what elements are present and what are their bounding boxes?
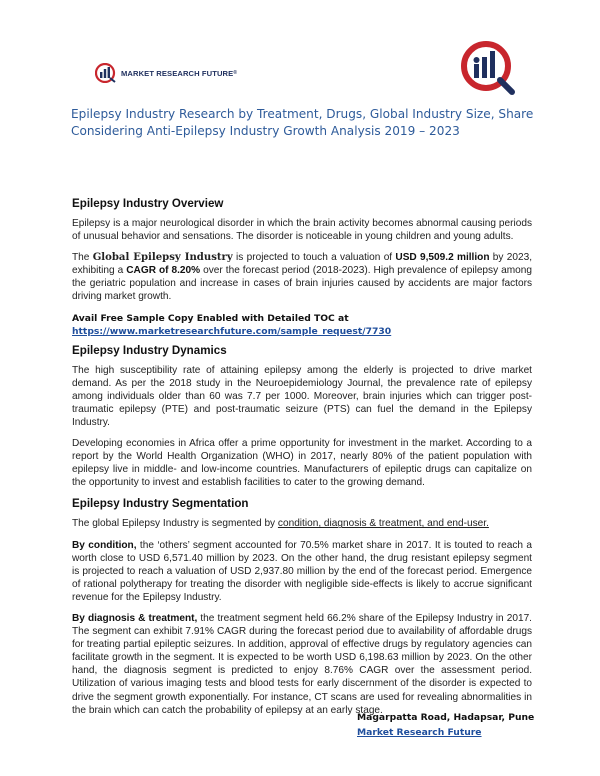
logo-registered-mark: ® <box>233 70 238 76</box>
document-body <box>72 197 535 725</box>
overview-paragraph-2 <box>72 251 532 303</box>
sample-copy-label: Avail Free Sample Copy Enabled with Detailed TOC at <box>72 312 349 324</box>
document-title: Epilepsy Industry Research by Treatment, Drugs, Global Industry Size, Share Considering Anti-Epilepsy Industry Growth Analysis 2019 – 2023 <box>71 107 534 138</box>
overview-heading: Epilepsy Industry Overview <box>72 197 224 210</box>
overview-paragraph-1: Epilepsy is a major neurological disorder in which the brain activity becomes abnormal causing periods of unusual behavior and sensations. The disorder is noticeable in young children and young adults. <box>72 218 532 243</box>
sample-request-link[interactable]: https://www.marketresearchfuture.com/sample_request/7730 <box>72 325 392 337</box>
text-run: The global Epilepsy Industry is segmented by <box>72 518 278 530</box>
text-run: by 2023, exhibiting a <box>72 252 532 277</box>
emphasis-cagr: CAGR of 8.20% <box>126 265 201 277</box>
emphasis-by-condition: By condition, <box>72 539 137 551</box>
logo-text: MARKET RESEARCH FUTURE <box>121 68 234 78</box>
footer-address: Magarpatta Road, Hadapsar, Pune <box>357 712 535 723</box>
footer-contact <box>357 710 534 740</box>
dynamics-paragraph-2: Developing economies in Africa offer a prime opportunity for investment in the market. According to a report by the World Health Organization (WHO) in 2017, nearly 80% of the patient population with epilepsy live in middle- and low-income countries. Manufacturers of epileptic drugs can capitalize on the opportunity to invest and establish facilities to cater to the growing demand. <box>72 438 532 489</box>
logo-globe-icon <box>95 63 117 83</box>
company-logo <box>95 63 237 83</box>
segmentation-paragraph-2 <box>72 539 532 604</box>
brand-emblem-icon <box>460 40 518 98</box>
segmentation-heading: Epilepsy Industry Segmentation <box>72 497 249 511</box>
text-run: over the forecast period (2018-2023). High prevalence of epilepsy among the geriatric population and increase in cases of brain injuries caused by accidents are major factors driving market growth. <box>72 265 532 303</box>
text-run: The <box>72 252 93 264</box>
text-run: is projected to touch a valuation of <box>232 252 396 264</box>
emphasis-valuation: USD 9,509.2 million <box>395 252 490 264</box>
emphasis-by-diagnosis: By diagnosis & treatment, <box>72 612 198 624</box>
segment-list: condition, diagnosis & treatment, and end-user. <box>277 518 489 530</box>
segmentation-paragraph-3 <box>72 612 532 717</box>
dynamics-paragraph-1: The high susceptibility rate of attaining epilepsy among the elderly is projected to drive market demand. As per the 2018 study in the Neuroepidemiology Journal, the prevalence rate of epilepsy among individuals older than 60 was 7.7 per 1000. Moreover, brain injuries which can trigger post-traumatic epilepsy (PTE) and post-traumatic seizure (PTS) can fuel the demand in the Epilepsy Industry. <box>72 364 532 428</box>
text-run: the treatment segment held 66.2% share of the Epilepsy Industry in 2017. The segment can exhibit 7.91% CAGR during the forecast period due to availability of affordable drugs for treating partial epileptic seizures. In addition, approval of effective drugs by regulatory agencies can facilitate growth in the segment. It is expected to be worth USD 6,198.63 million by 2023. On the other hand, the diagnosis segment is predicted to enjoy 8.76% CAGR over the assessment period. Utilization of various imaging tests and blood tests for early discernment of the disorder is expected to drive the segment growth exponentially. For instance, CT scans are used for revealing abnormalities in the brain which can catch the probability of epilepsy at an early stage. <box>72 612 532 716</box>
footer-org-link[interactable]: Market Research Future <box>357 727 482 738</box>
emphasis-market-name: Global Epilepsy Industry <box>92 252 233 264</box>
segmentation-paragraph-1 <box>72 517 532 530</box>
dynamics-heading: Epilepsy Industry Dynamics <box>72 343 227 357</box>
text-run: the ‘others’ segment accounted for 70.5% market share in 2017. It is touted to reach a worth close to USD 6,571.40 million by 2023. On the other hand, the drug resistant epilepsy segment is projected to reach a valuation of USD 2,937.80 million by the end of the forecast period. Emergence of rational polytherapy for treating the disorder with negligible side-effects is likely to accrue significant revenue for the Epilepsy Industry. <box>72 539 532 603</box>
